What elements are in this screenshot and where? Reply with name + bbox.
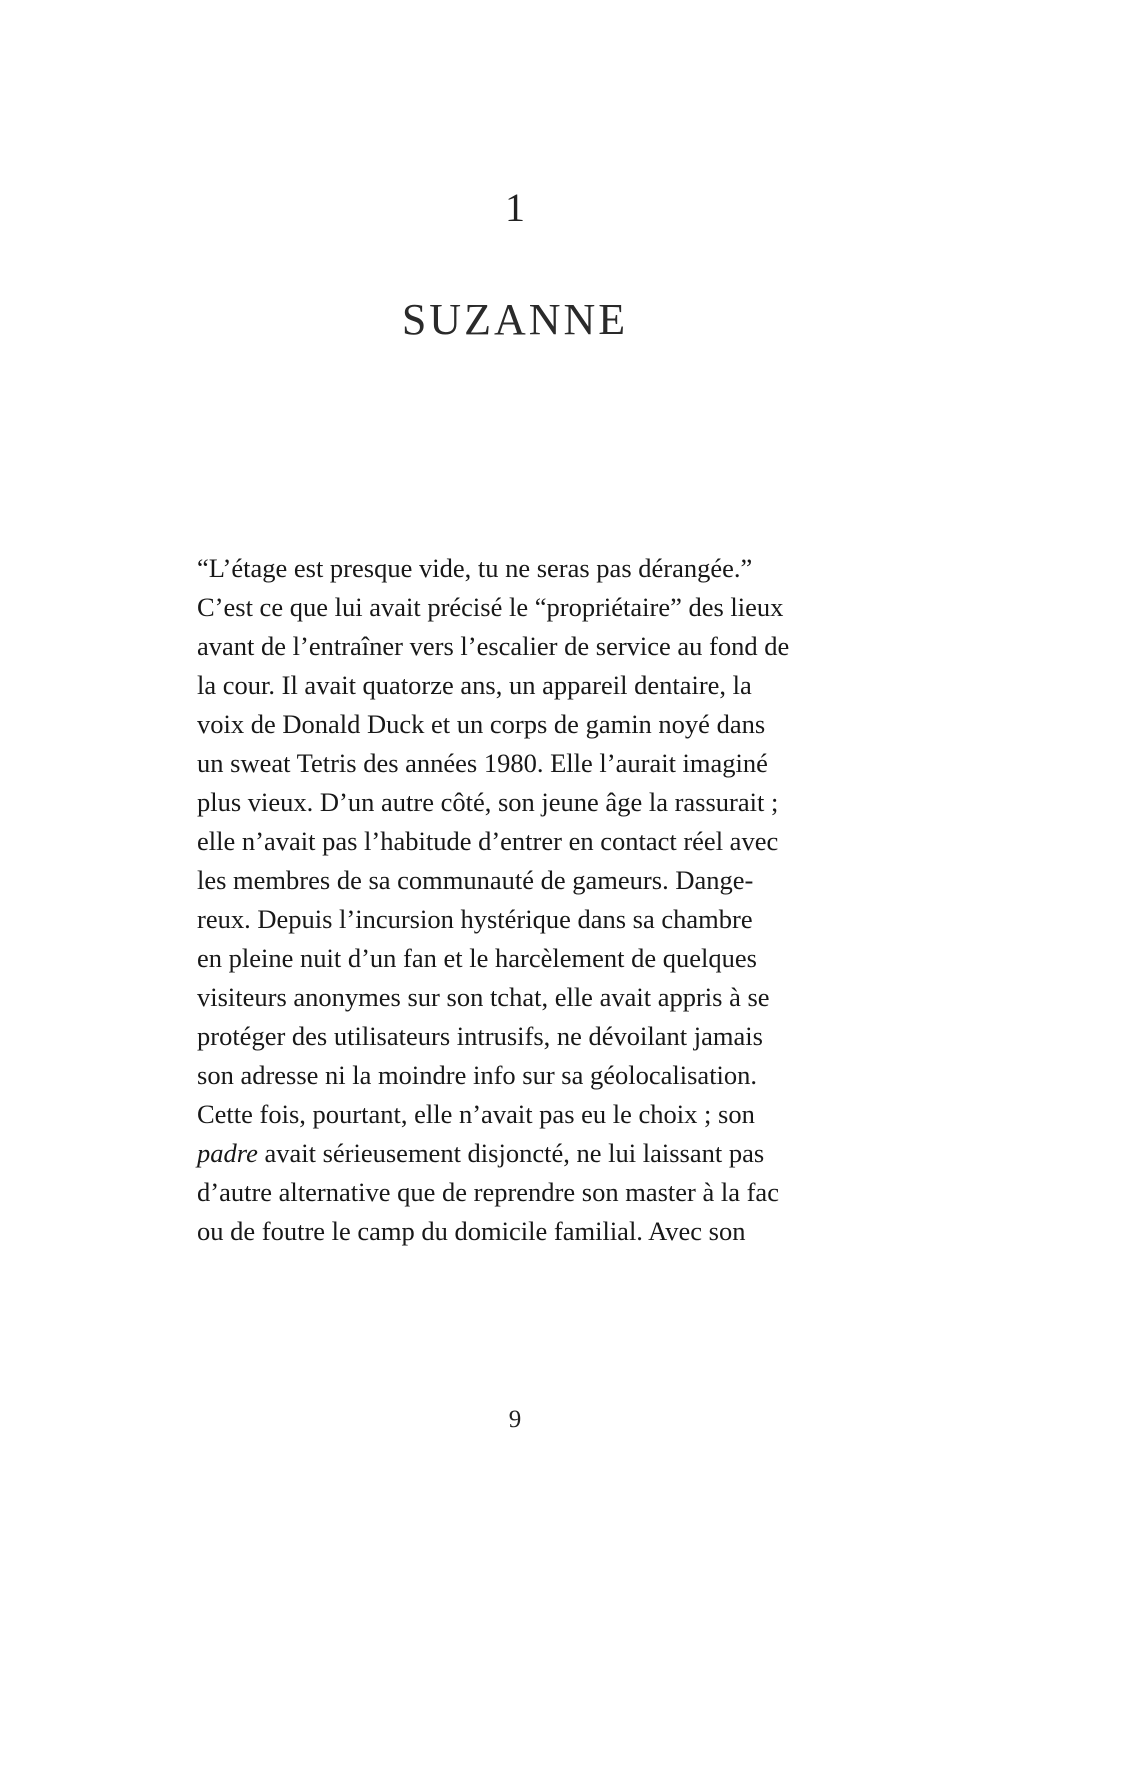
body-line: la cour. Il avait quatorze ans, un appareil dentaire, la <box>197 670 752 700</box>
body-line: “L’étage est presque vide, tu ne seras pas dérangée.” <box>197 553 753 583</box>
body-text <box>197 549 837 1251</box>
body-line: les membres de sa communauté de gameurs. Dange- <box>197 865 754 895</box>
chapter-title: SUZANNE <box>401 295 629 344</box>
body-line: reux. Depuis l’incursion hystérique dans sa chambre <box>197 904 753 934</box>
body-line: en pleine nuit d’un fan et le harcèlement de quelques <box>197 943 757 973</box>
body-line: elle n’avait pas l’habitude d’entrer en contact réel avec <box>197 826 779 856</box>
page-number: 9 <box>508 1406 522 1433</box>
body-line: voix de Donald Duck et un corps de gamin noyé dans <box>197 709 766 739</box>
body-line: visiteurs anonymes sur son tchat, elle avait appris à se <box>197 982 770 1012</box>
body-line: ou de foutre le camp du domicile familial. Avec son <box>197 1216 746 1246</box>
body-line: protéger des utilisateurs intrusifs, ne dévoilant jamais <box>197 1021 763 1051</box>
body-line: C’est ce que lui avait précisé le “propriétaire” des lieux <box>197 592 784 622</box>
body-line: son adresse ni la moindre info sur sa géolocalisation. <box>197 1060 758 1090</box>
padre-line-rest: avait sérieusement disjoncté, ne lui laissant pas <box>257 1138 765 1168</box>
body-line: un sweat Tetris des années 1980. Elle l’aurait imaginé <box>197 748 768 778</box>
chapter-number: 1 <box>505 185 525 230</box>
content-column <box>195 0 835 1771</box>
body-line-padre <box>197 1134 837 1173</box>
body-line: d’autre alternative que de reprendre son master à la fac <box>197 1177 779 1207</box>
body-line: plus vieux. D’un autre côté, son jeune âge la rassurait ; <box>197 787 779 817</box>
body-line: Cette fois, pourtant, elle n’avait pas eu le choix ; son <box>197 1099 755 1129</box>
padre-italic-word: padre <box>197 1138 258 1168</box>
body-line: avant de l’entraîner vers l’escalier de service au fond de <box>197 631 790 661</box>
